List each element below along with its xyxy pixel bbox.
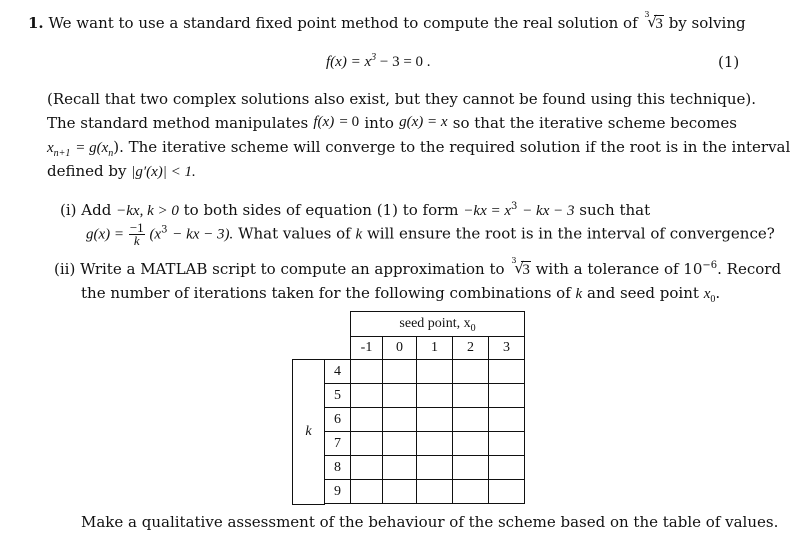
table-entry-cell [488, 359, 525, 384]
table-entry-cell [416, 383, 453, 408]
problem-intro-line [28, 10, 746, 33]
radical-sign-2: √ [514, 259, 524, 277]
table-entry-cell [452, 479, 489, 504]
table-entry-cell [416, 455, 453, 480]
part-ii-k: k [575, 286, 583, 302]
fx-symbol: f(x) [313, 114, 335, 130]
part-i-line1 [60, 201, 650, 220]
part-ii-x0-sub: 0 [710, 294, 716, 305]
iter-sub-lhs: n+1 [53, 148, 71, 159]
table-entry-cell [350, 359, 383, 384]
part-i-text-a: Add [81, 201, 112, 219]
table-header-sub: 0 [470, 322, 476, 334]
table-entry-cell [382, 479, 417, 504]
part-i-form-pow: 3 [511, 201, 518, 212]
table-entry-cell [488, 479, 525, 504]
iteration-line [47, 138, 790, 159]
part-i-question-a: What values of [238, 224, 351, 243]
part-i-kx: −kx, k > 0 [116, 203, 179, 219]
iter-tail: The iterative scheme will converge to the required solution if the root is in the interval [128, 138, 791, 156]
fraction-numerator: −1 [129, 220, 144, 235]
standard-method-line [47, 114, 737, 132]
table-entry-cell [416, 479, 453, 504]
table-entry-cell [452, 407, 489, 432]
part-i-form-tail: − kx − 3 [522, 203, 575, 219]
part-ii-x0: x [703, 286, 711, 302]
part-ii-line2-end: . [715, 284, 721, 302]
table-entry-cell [350, 431, 383, 456]
part-i-k: k [355, 226, 363, 243]
iter-close: ). [113, 138, 124, 156]
equation-label: (1) [718, 53, 740, 71]
iter-lhs: x [47, 140, 54, 156]
part-ii-cube-root [509, 256, 531, 279]
k-value-cell: 9 [324, 479, 351, 504]
equation-1 [326, 52, 431, 71]
fraction-denominator: k [133, 233, 140, 248]
defined-by: defined by [47, 162, 127, 180]
seed-cell: 3 [488, 336, 525, 360]
root-index: 3 [644, 10, 650, 19]
table-header [350, 311, 525, 337]
root-radicand: 3 [655, 16, 663, 32]
standard-text-a: The standard method manipulates [47, 114, 309, 132]
closing-instruction: Make a qualitative assessment of the behaviour of the scheme based on the table of values. [81, 513, 779, 531]
part-i-gdef: g(x) = [86, 226, 125, 243]
equation-lhs: f(x) = x [326, 54, 372, 70]
cube-root-3 [642, 10, 664, 33]
defined-by-line [47, 162, 196, 181]
part-ii-line2 [81, 284, 720, 305]
part-ii-label: (ii) [54, 260, 76, 278]
part-i-paren-tail: − kx − 3). [172, 226, 234, 243]
standard-text-b: so that the iterative scheme becomes [452, 114, 737, 132]
table-entry-cell [382, 383, 417, 408]
table-entry-cell [350, 455, 383, 480]
row-label-k: k [292, 359, 325, 505]
part-ii-text-a: Write a MATLAB script to compute an approximation to [80, 260, 505, 278]
table-entry-cell [488, 383, 525, 408]
table-entry-cell [350, 407, 383, 432]
table-entry-cell [452, 359, 489, 384]
part-i-line2 [86, 222, 775, 247]
iter-mid: = g(x [75, 140, 109, 156]
table-header-text: seed point, x [399, 316, 471, 331]
table-entry-cell [452, 455, 489, 480]
table-entry-cell [382, 407, 417, 432]
recall-text: (Recall that two complex solutions also exist, but they cannot be found using this technique). [47, 90, 756, 108]
iter-sub-rhs: n [108, 148, 114, 159]
part-i-question-b: will ensure the root is in the interval of convergence? [366, 224, 775, 243]
table-entry-cell [382, 431, 417, 456]
convergence-condition: |g′(x)| < 1. [131, 164, 196, 180]
part-ii-text-c: . Record [717, 260, 782, 278]
table-entry-cell [382, 359, 417, 384]
k-value-cell: 6 [324, 407, 351, 432]
radical-sign: √ [647, 13, 657, 31]
k-value-cell: 7 [324, 431, 351, 456]
tolerance-power: −6 [702, 260, 718, 271]
part-ii-line1 [54, 256, 782, 279]
seed-cell: -1 [350, 336, 383, 360]
seed-cell: 2 [452, 336, 489, 360]
part-ii-root-index: 3 [511, 256, 517, 265]
k-value-cell: 5 [324, 383, 351, 408]
part-i-form: −kx = x [463, 203, 512, 219]
table-entry-cell [488, 431, 525, 456]
part-ii-line2-b: and seed point [587, 284, 699, 302]
problem-intro-tail: by solving [668, 14, 746, 32]
eq0: = 0 [339, 114, 360, 130]
equation-rhs: − 3 = 0 . [379, 54, 431, 70]
table-entry-cell [452, 383, 489, 408]
table-entry-cell [350, 383, 383, 408]
part-i-text-b: to both sides of equation (1) to form [183, 201, 459, 219]
part-ii-text-b: with a tolerance of 10 [535, 260, 703, 278]
k-value-cell: 4 [324, 359, 351, 384]
table-entry-cell [416, 359, 453, 384]
gx-eq: g(x) = x [399, 114, 448, 130]
table-entry-cell [350, 479, 383, 504]
table-entry-cell [488, 455, 525, 480]
part-i-paren-pow: 3 [161, 224, 168, 236]
problem-intro: We want to use a standard fixed point method to compute the real solution of [48, 14, 638, 32]
k-value-cell: 8 [324, 455, 351, 480]
equation-power: 3 [371, 52, 377, 63]
table-entry-cell [452, 431, 489, 456]
table-entry-cell [488, 407, 525, 432]
part-ii-line2-a: the number of iterations taken for the following combinations of [81, 284, 571, 302]
into-word: into [364, 114, 394, 132]
problem-number: 1. [28, 14, 44, 32]
seed-cell: 1 [416, 336, 453, 360]
table-entry-cell [382, 455, 417, 480]
table-entry-cell [416, 431, 453, 456]
part-i-paren: (x [149, 226, 162, 243]
part-ii-root-radicand: 3 [522, 262, 530, 278]
seed-cell: 0 [382, 336, 417, 360]
part-i-label: (i) [60, 201, 77, 219]
part-i-fraction [129, 222, 145, 247]
table-entry-cell [416, 407, 453, 432]
part-i-text-c: such that [579, 201, 651, 219]
